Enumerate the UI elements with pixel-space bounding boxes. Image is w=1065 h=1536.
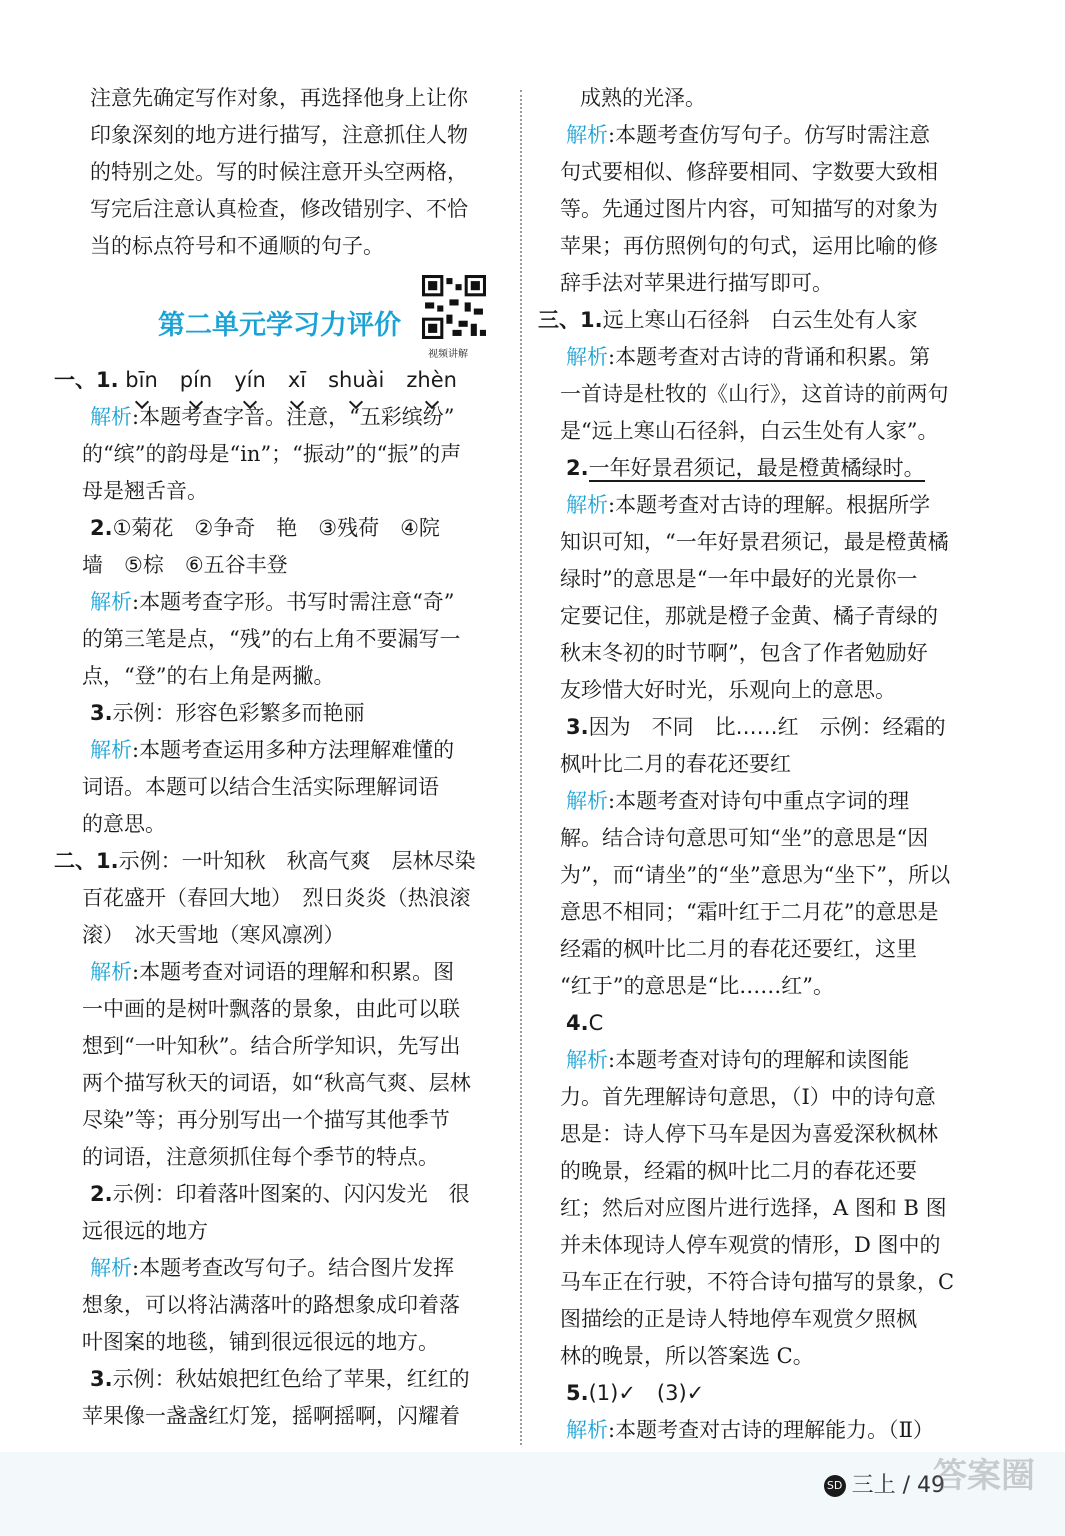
s3q1-answer: 三、1.远上寒山石径斜 白云生处有人家: [538, 308, 918, 332]
s3q1-analysis-line: 是“远上寒山石径斜，白云生处有人家”。: [560, 419, 939, 443]
s3q2-analysis-line: 知识可知，“一年好景君须记，最是橙黄橘: [560, 530, 949, 554]
section-2-label: 二、: [54, 849, 96, 873]
cont-analysis-line: 解析:本题考查仿写句子。仿写时需注意: [566, 123, 931, 147]
q1-analysis-line: 解析:本题考查字音。注意，“五彩缤纷”: [90, 405, 455, 429]
s3q4-answer: 4.C: [566, 1011, 604, 1035]
pinyin-item: xī: [288, 362, 306, 399]
analysis-label: 解析: [566, 345, 608, 369]
q2-answer-line: 墙 ⑤棕 ⑥五谷丰登: [82, 553, 288, 577]
q1-analysis-line: 母是翘舌音。: [82, 479, 208, 503]
q3-analysis-line: 解析:本题考查运用多种方法理解难懂的: [90, 738, 455, 762]
analysis-label: 解析: [566, 1418, 608, 1442]
s3q5-analysis-line: 解析:本题考查对古诗的理解能力。（Ⅱ）: [566, 1418, 934, 1442]
s2q2-analysis-line: 想象，可以将沾满落叶的路想象成印着落: [82, 1293, 460, 1317]
q3-analysis-line: 的意思。: [82, 812, 166, 836]
q2-analysis-line: 的第三笔是点，“残”的右上角不要漏写一: [82, 627, 461, 651]
s3q5-answer: 5.(1)✓ (3)✓: [566, 1381, 705, 1405]
s3q4-analysis-line: 红；然后对应图片进行选择，A 图和 B 图: [560, 1196, 947, 1220]
analysis-label: 解析: [90, 960, 132, 984]
s2q1-answer-line: 滚） 冰天雪地（寒风凛冽）: [82, 923, 345, 947]
unit-title: 第二单元学习力评价: [158, 310, 401, 341]
s3q3-analysis-line: 经霜的枫叶比二月的春花还要红，这里: [560, 937, 917, 961]
qr-caption: 视频讲解: [428, 349, 468, 360]
s3q2-answer: 2.一年好景君须记，最是橙黄橘绿时。: [566, 456, 925, 480]
s3q4-analysis-line: 力。首先理解诗句意思，（Ⅰ）中的诗句意: [560, 1085, 936, 1109]
analysis-label: 解析: [90, 405, 132, 429]
analysis-label: 解析: [566, 1048, 608, 1072]
q3-analysis-line: 词语。本题可以结合生活实际理解词语: [82, 775, 439, 799]
column-divider: [520, 90, 522, 1445]
analysis-label: 解析: [566, 789, 608, 813]
s3q3-analysis-line: 为”，而“请坐”的“坐”意思为“坐下”，所以: [560, 863, 951, 887]
cont-analysis-line: 句式要相似、修辞要相同、字数要大致相: [560, 160, 938, 184]
s3q4-analysis-line: 的晚景，经霜的枫叶比二月的春花还要: [560, 1159, 917, 1183]
s3q4-analysis-line: 解析:本题考查对诗句的理解和读图能: [566, 1048, 910, 1072]
s2q2-analysis-line: 解析:本题考查改写句子。结合图片发挥: [90, 1256, 455, 1280]
section-3-label: 三、: [538, 308, 580, 332]
q1-answer: [54, 362, 502, 399]
cont-analysis-line: 辞手法对苹果进行描写即可。: [560, 271, 833, 295]
q2-answer-line: 2.①菊花 ②争奇 艳 ③残荷 ④院: [90, 516, 440, 540]
s3q4-analysis-line: 图描绘的正是诗人特地停车观赏夕照枫: [560, 1307, 917, 1331]
sd-logo-icon: SD: [824, 1475, 846, 1497]
watermark-logo: 答案圈: [933, 1456, 1035, 1496]
s2q3-answer-line: 苹果像一盏盏红灯笼，摇啊摇啊，闪耀着: [82, 1404, 460, 1428]
s2q1-analysis-line: 一中画的是树叶飘落的景象，由此可以联: [82, 997, 460, 1021]
cont-analysis-line: 等。先通过图片内容，可知描写的对象为: [560, 197, 938, 221]
s3q3-analysis-line: 解析:本题考查对诗句中重点字词的理: [566, 789, 910, 813]
s3q3-analysis-line: 解。结合诗句意思可知“坐”的意思是“因: [560, 826, 929, 850]
s3q2-analysis-line: 定要记住，那就是橙子金黄、橘子青绿的: [560, 604, 938, 628]
pinyin-item: shuài: [328, 362, 384, 399]
pinyin-item: pín: [180, 362, 212, 399]
s2q3-answer-line: 3.示例：秋姑娘把红色给了苹果，红红的: [90, 1367, 470, 1391]
s2q1-answer-line: 百花盛开（春回大地） 烈日炎炎（热浪滚: [82, 886, 471, 910]
s3q3-analysis-line: 意思不相同；“霜叶红于二月花”的意思是: [560, 900, 939, 924]
s3q4-analysis-line: 思是：诗人停下马车是因为喜爱深秋枫林: [560, 1122, 938, 1146]
pinyin-item: yín: [234, 362, 266, 399]
s2q2-answer-line: 2.示例：印着落叶图案的、闪闪发光 很: [90, 1182, 470, 1206]
pinyin-item: zhèn: [406, 362, 457, 399]
intro-line: 印象深刻的地方进行描写，注意抓住人物: [90, 123, 468, 147]
s2q2-analysis-line: 叶图案的地毯，铺到很远很远的地方。: [82, 1330, 439, 1354]
analysis-label: 解析: [90, 738, 132, 762]
cont-analysis-line: 苹果；再仿照例句的句式，运用比喻的修: [560, 234, 938, 258]
s3q2-analysis-line: 绿时”的意思是“一年中最好的光景你一: [560, 567, 918, 591]
q2-analysis-line: 解析:本题考查字形。书写时需注意“奇”: [90, 590, 455, 614]
s3q2-analysis-line: 秋末冬初的时节啊”，包含了作者勉励好: [560, 641, 928, 665]
s3q4-analysis-line: 林的晚景，所以答案选 C。: [560, 1344, 814, 1368]
s2q1-analysis-line: 解析:本题考查对词语的理解和积累。图: [90, 960, 455, 984]
q1-number: 1.: [96, 368, 119, 392]
s3q4-analysis-line: 马车正在行驶，不符合诗句描写的景象，C: [560, 1270, 955, 1294]
s3q2-analysis-line: 友珍惜大好时光，乐观向上的意思。: [560, 678, 896, 702]
intro-line: 当的标点符号和不通顺的句子。: [90, 234, 384, 258]
intro-line: 的特别之处。写的时候注意开头空两格，: [90, 160, 468, 184]
analysis-label: 解析: [90, 1256, 132, 1280]
s3q2-analysis-line: 解析:本题考查对古诗的理解。根据所学: [566, 493, 931, 517]
analysis-label: 解析: [566, 123, 608, 147]
s3q1-analysis-line: 一首诗是杜牧的《山行》，这首诗的前两句: [560, 382, 949, 406]
s2q1-analysis-line: 两个描写秋天的词语，如“秋高气爽、层林: [82, 1071, 471, 1095]
s2q1-analysis-line: 尽染”等；再分别写出一个描写其他季节: [82, 1108, 450, 1132]
q2-analysis-line: 点，“登”的右上角是两撇。: [82, 664, 335, 688]
s3q3-answer-line: 3.因为 不同 比……红 示例：经霜的: [566, 715, 946, 739]
s3q3-answer-line: 枫叶比二月的春花还要红: [560, 752, 791, 776]
right-column: [538, 80, 985, 1449]
s2q2-answer-line: 远很远的地方: [82, 1219, 208, 1243]
page-number: SD 三上 / 49: [824, 1468, 945, 1499]
s2q1-answer-line: 二、1.示例：一叶知秋 秋高气爽 层林尽染: [54, 849, 476, 873]
section-1-label: 一、: [54, 368, 96, 392]
intro-line: 写完后注意认真检查，修改错别字、不恰: [90, 197, 468, 221]
s2q1-analysis-line: 的词语，注意须抓住每个季节的特点。: [82, 1145, 439, 1169]
analysis-label: 解析: [90, 590, 132, 614]
pinyin-item: bīn: [125, 362, 157, 399]
q3-answer: 3.示例：形容色彩繁多而艳丽: [90, 701, 365, 725]
s3q1-analysis-line: 解析:本题考查对古诗的背诵和积累。第: [566, 345, 931, 369]
intro-line: 注意先确定写作对象，再选择他身上让你: [90, 86, 468, 110]
s2q1-analysis-line: 想到“一叶知秋”。结合所学知识，先写出: [82, 1034, 461, 1058]
s3q4-analysis-line: 并未体现诗人停车观赏的情形，D 图中的: [560, 1233, 941, 1257]
qr-code-icon[interactable]: [422, 275, 486, 339]
s3q3-analysis-line: “红于”的意思是“比……红”。: [560, 974, 834, 998]
q1-analysis-line: 的“缤”的韵母是“in”；“振动”的“振”的声: [82, 442, 462, 466]
analysis-label: 解析: [566, 493, 608, 517]
continued-line: 成熟的光泽。: [580, 86, 706, 110]
